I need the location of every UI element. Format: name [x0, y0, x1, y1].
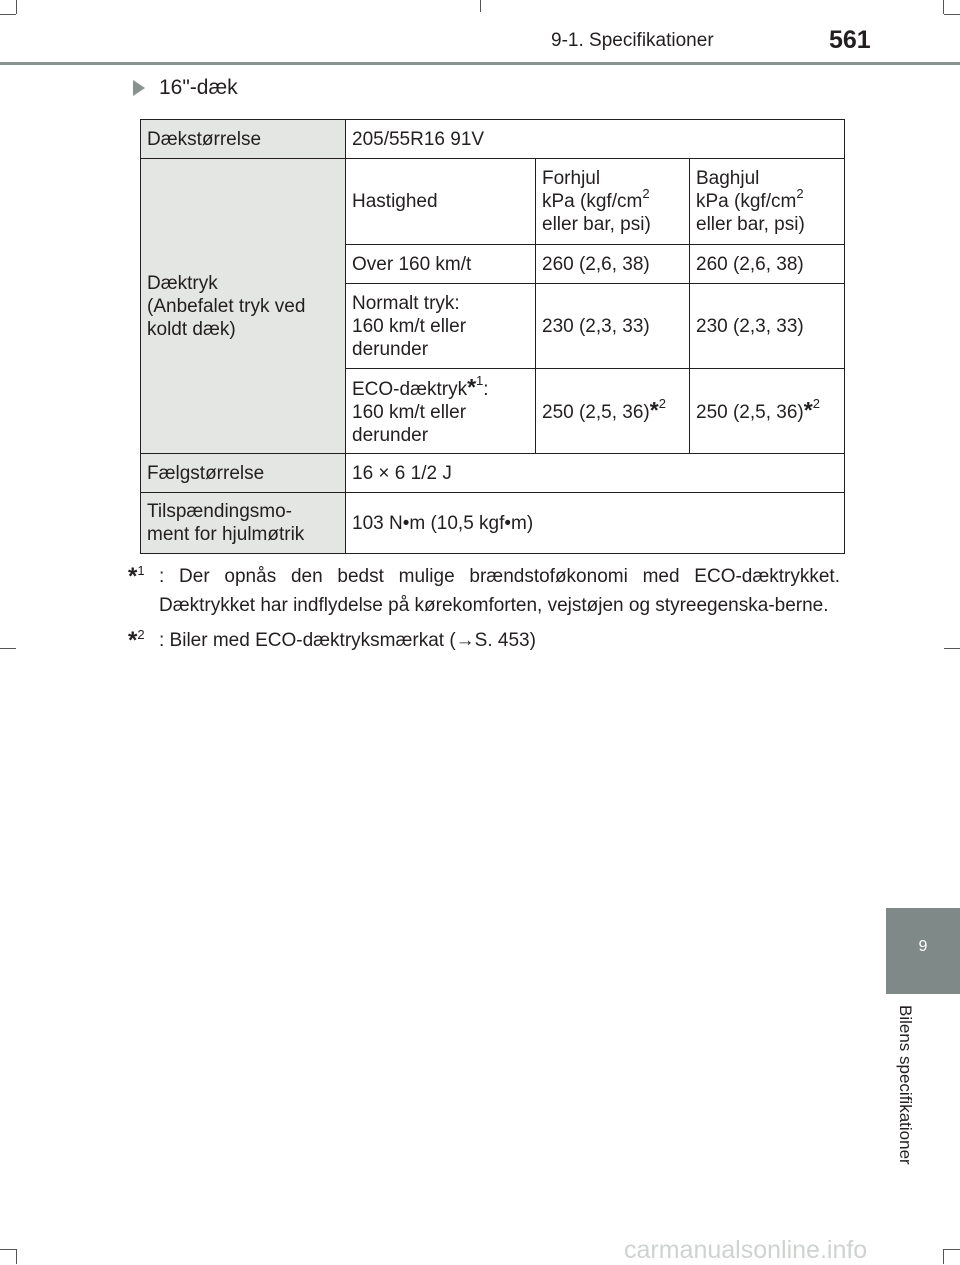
header-text: Baghjul kPa (kgf/cm [696, 168, 797, 212]
page-number: 561 [829, 26, 871, 54]
table-cell: 230 (2,3, 33) [536, 284, 690, 369]
crop-mark [0, 14, 16, 15]
triangle-bullet-icon [133, 80, 145, 96]
chapter-label-text: Bilens specifikationer [896, 1005, 915, 1165]
table-row [141, 454, 845, 493]
header-text: eller bar, psi) [696, 214, 805, 235]
asterisk: * [803, 396, 813, 423]
section-heading-text: 16"-dæk [159, 76, 238, 99]
header-section-title: 9-1. Specifikationer [551, 30, 714, 51]
chapter-number: 9 [918, 938, 928, 955]
crop-mark [944, 648, 960, 649]
footnote [128, 626, 840, 655]
table-cell-label: Tilspændingsmo- ment for hjulmøtrik [141, 493, 346, 554]
table-cell: Over 160 km/t [346, 245, 536, 284]
cell-text: ECO-dæktryk [352, 378, 468, 400]
superscript: 1 [476, 373, 484, 389]
crop-mark [0, 648, 16, 649]
arrow-right-icon: → [455, 630, 475, 651]
crop-mark [480, 0, 481, 12]
table-cell: Normalt tryk: 160 km/t eller derunder [346, 284, 536, 369]
table-cell-label: Dæktryk (Anbefalet tryk ved koldt dæk) [141, 159, 346, 454]
footnote-marker [128, 562, 145, 593]
table-row [141, 493, 845, 554]
table-cell: 260 (2,6, 38) [690, 245, 845, 284]
superscript: 2 [137, 626, 145, 642]
footnote-text: : Der opnås den bedst mulige brændstoføkonomi med ECO-dæktrykket. Dæktrykket har indflydelse på kørekomforten, vejstøjen og styreegenska-berne. [159, 566, 840, 616]
crop-mark [944, 1249, 960, 1250]
table-header-cell [536, 159, 690, 245]
tire-spec-table [140, 119, 845, 554]
page-reference-link[interactable]: S. 453) [474, 630, 536, 651]
asterisk: * [467, 373, 477, 400]
cell-text: 250 (2,5, 36) [696, 401, 804, 423]
crop-mark [16, 1249, 17, 1264]
chapter-label [887, 1005, 921, 1195]
table-cell: 205/55R16 91V [346, 120, 845, 159]
table-header-cell [690, 159, 845, 245]
section-heading [133, 76, 238, 100]
crop-mark [943, 0, 944, 14]
table-header-cell: Hastighed [346, 159, 536, 245]
table-cell: 103 N•m (10,5 kgf•m) [346, 493, 845, 554]
table-row [141, 120, 845, 159]
footnote [128, 562, 840, 620]
table-cell: 230 (2,3, 33) [690, 284, 845, 369]
cell-text: 250 (2,5, 36) [542, 401, 650, 423]
cell-text: : 160 km/t eller derunder [352, 378, 489, 446]
chapter-tab [886, 908, 960, 994]
header-divider [0, 62, 960, 65]
table-cell: 16 × 6 1/2 J [346, 454, 845, 493]
table-row [141, 159, 845, 245]
footnotes [128, 562, 840, 655]
table-cell [690, 369, 845, 454]
crop-mark [0, 1249, 16, 1250]
table-cell [346, 369, 536, 454]
superscript: 2 [642, 185, 650, 201]
header-text: Forhjul kPa (kgf/cm [542, 168, 643, 212]
crop-mark [944, 14, 960, 15]
superscript: 2 [658, 396, 666, 412]
table-cell [536, 369, 690, 454]
table-cell: 260 (2,6, 38) [536, 245, 690, 284]
asterisk: * [649, 396, 659, 423]
watermark: carmanualsonline.info [624, 1236, 868, 1264]
header-text: eller bar, psi) [542, 214, 651, 235]
superscript: 1 [137, 562, 145, 578]
superscript: 2 [796, 185, 804, 201]
crop-mark [943, 1249, 944, 1264]
crop-mark [16, 0, 17, 14]
asterisk: * [128, 563, 138, 590]
footnote-text: : Biler med ECO-dæktryksmærkat ( [159, 630, 456, 651]
table-cell-label: Dækstørrelse [141, 120, 346, 159]
superscript: 2 [812, 396, 820, 412]
table-cell-label: Fælgstørrelse [141, 454, 346, 493]
footnote-marker [128, 626, 145, 657]
asterisk: * [128, 627, 138, 654]
